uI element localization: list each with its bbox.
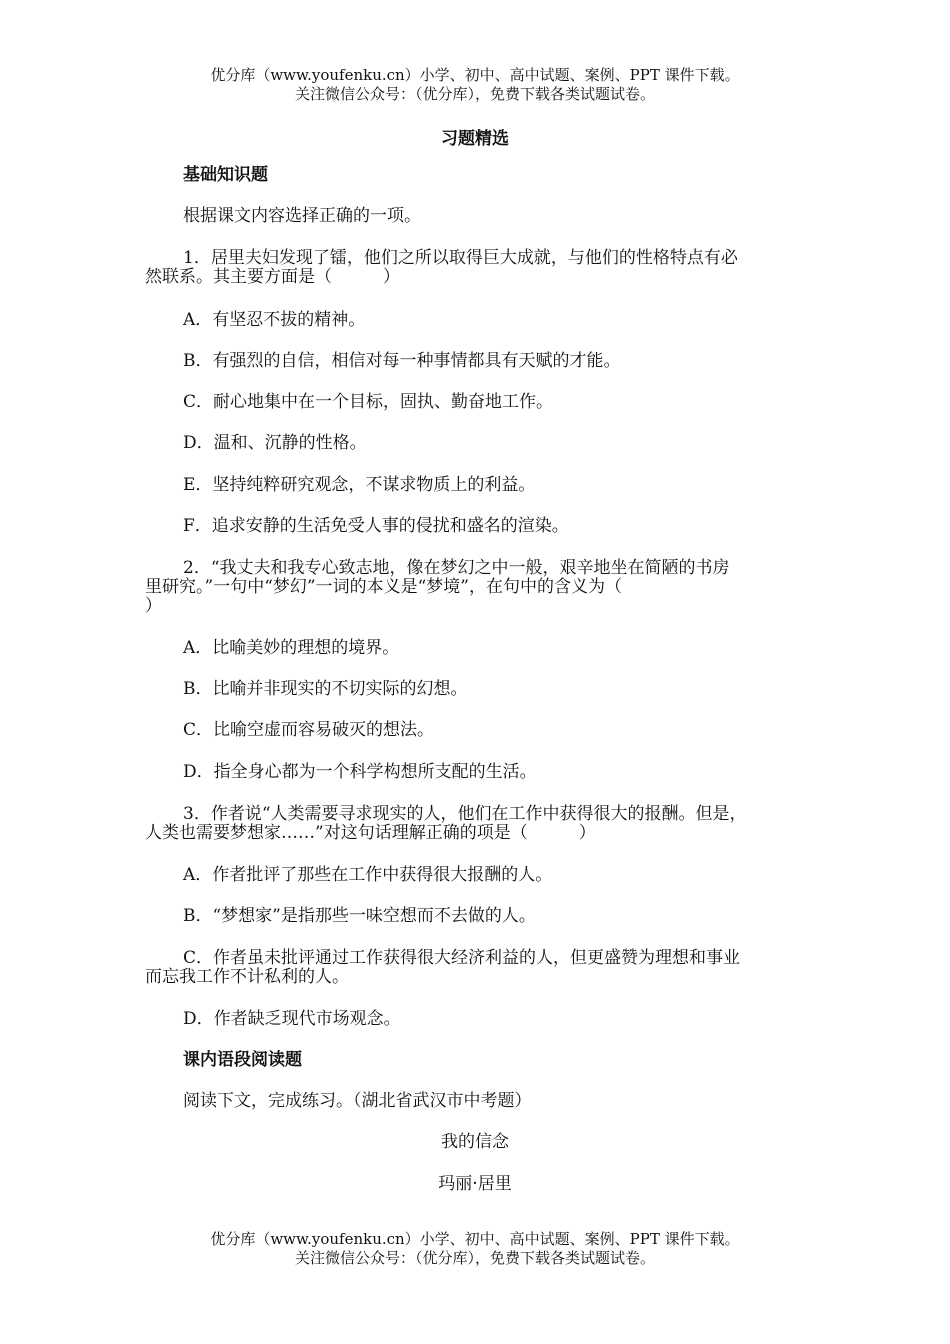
question-3-option-b: B．“梦想家”是指那些一味空想而不去做的人。 <box>183 906 536 926</box>
page-footer <box>0 1230 950 1268</box>
page-title: 习题精选 <box>441 129 509 149</box>
question-2-option-c: C．比喻空虚而容易破灭的想法。 <box>183 720 435 740</box>
question-2-option-d: D．指全身心都为一个科学构想所支配的生活。 <box>183 762 537 782</box>
header-line-1: 优分库（www.youfenku.cn）小学、初中、高中试题、案例、PPT 课件下载。 <box>210 66 740 84</box>
section-heading-reading: 课内语段阅读题 <box>183 1050 302 1070</box>
question-3-option-c-line-2: 而忘我工作不计私利的人。 <box>145 967 349 987</box>
question-1-option-a: A．有坚忍不拔的精神。 <box>183 310 366 330</box>
question-3-option-d: D．作者缺乏现代市场观念。 <box>183 1009 401 1029</box>
question-1-line-2: 然联系。其主要方面是（ ） <box>145 267 400 287</box>
question-1-option-e: E．坚持纯粹研究观念，不谋求物质上的利益。 <box>183 475 536 495</box>
instruction-basic: 根据课文内容选择正确的一项。 <box>183 206 421 226</box>
footer-line-1: 优分库（www.youfenku.cn）小学、初中、高中试题、案例、PPT 课件下载。 <box>210 1230 740 1248</box>
question-1-option-d: D．温和、沉静的性格。 <box>183 433 367 453</box>
question-2-line-3: ） <box>145 596 162 616</box>
question-2-option-b: B．比喻并非现实的不切实际的幻想。 <box>183 679 468 699</box>
question-1-option-c: C．耐心地集中在一个目标，固执、勤奋地工作。 <box>183 392 554 412</box>
footer-line-2: 关注微信公众号：（优分库），免费下载各类试题试卷。 <box>294 1249 655 1267</box>
question-2-option-a: A．比喻美妙的理想的境界。 <box>183 638 400 658</box>
article-title: 我的信念 <box>441 1132 509 1152</box>
article-author: 玛丽·居里 <box>438 1174 512 1194</box>
header-line-2: 关注微信公众号：（优分库），免费下载各类试题试卷。 <box>294 85 655 103</box>
question-3-line-1: 3．作者说“人类需要寻求现实的人，他们在工作中获得很大的报酬。但是， <box>183 804 747 824</box>
section-heading-basic: 基础知识题 <box>183 165 268 185</box>
question-3-option-a: A．作者批评了那些在工作中获得很大报酬的人。 <box>183 865 553 885</box>
question-1-option-b: B．有强烈的自信，相信对每一种事情都具有天赋的才能。 <box>183 351 621 371</box>
page-header <box>0 66 950 104</box>
instruction-reading: 阅读下文，完成练习。（湖北省武汉市中考题） <box>183 1091 532 1111</box>
question-3-option-c-line-1: C．作者虽未批评通过工作获得很大经济利益的人，但更盛赞为理想和事业 <box>183 948 741 968</box>
question-1-line-1: 1．居里夫妇发现了镭，他们之所以取得巨大成就，与他们的性格特点有必 <box>183 248 738 268</box>
question-2-line-2: 里研究。”一句中“梦幻”一词的本义是“梦境”，在句中的含义为（ <box>145 577 622 597</box>
question-1-option-f: F．追求安静的生活免受人事的侵扰和盛名的渲染。 <box>183 516 569 536</box>
question-3-line-2: 人类也需要梦想家……”对这句话理解正确的项是（ ） <box>145 823 596 843</box>
question-2-line-1: 2．“我丈夫和我专心致志地，像在梦幻之中一般，艰辛地坐在简陋的书房 <box>183 558 730 578</box>
